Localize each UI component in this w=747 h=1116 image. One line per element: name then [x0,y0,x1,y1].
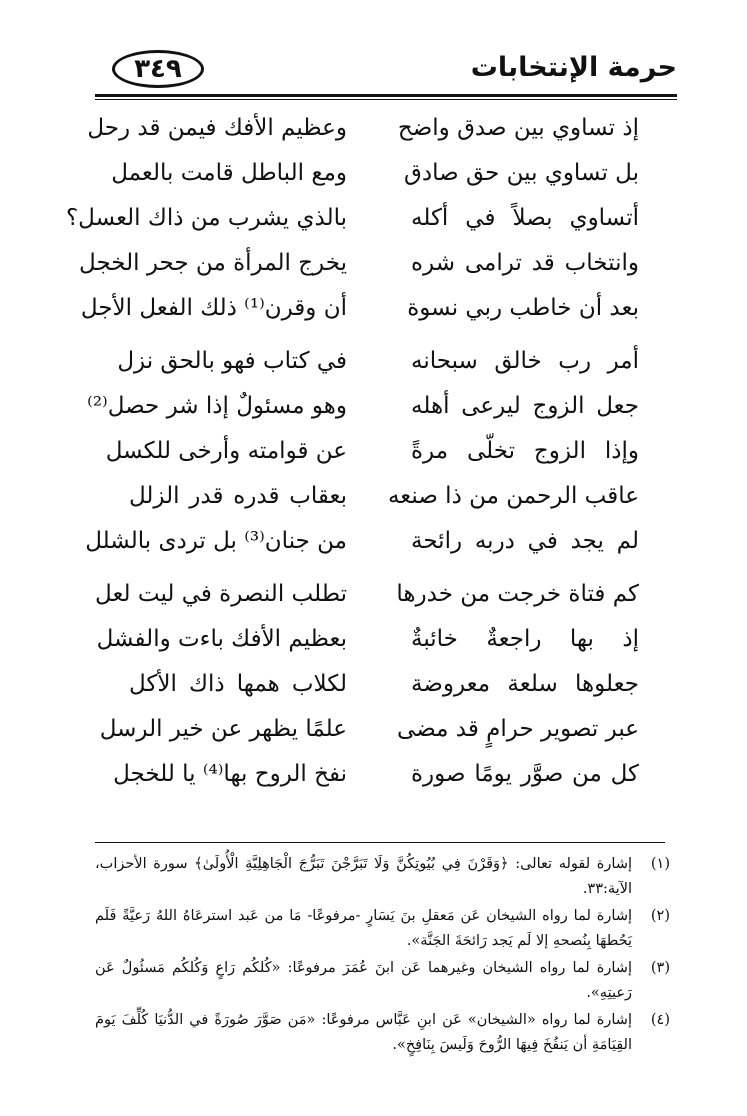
verse-first-hemistich: إذ بها راجعةٌ خائبةٌ [411,626,639,652]
stanza [0,574,747,799]
verse [0,243,747,288]
verse [0,198,747,243]
footnote-separator [95,842,665,843]
verse-first-hemistich: كم فتاة خرجت من خدرها [396,581,639,607]
verse [0,153,747,198]
verse-first-hemistich: بل تساوي بين حق صادق [404,160,639,186]
verse-second-hemistich: بعظيم الأفك باءت والفشل [96,626,347,652]
verse-first-hemistich: عاقب الرحمن من ذا صنعه [387,483,639,509]
verse-first-hemistich: كل من صوَّر يومًا صورة [411,761,639,787]
verse [0,431,747,476]
footnote-number: (٢) [650,908,670,924]
footnote-text: إشارة لما رواه الشيخان وغيرهما عَن ابنَ عُمَرَ مرفوعًا: «كُلكُم رَاعٍ وَكُلكُم مَسئُولٌ عَن رَعيتِهِ». [95,960,632,1001]
verse-first-hemistich: بعد أن خاطب ربي نسوة [407,295,639,321]
verse-second-hemistich: بعقاب قدره قدر الزلل [129,483,347,509]
poem [0,108,747,807]
footnote-number: (١) [650,856,670,872]
footnote-text: إشارة لما رواه «الشيخان» عَن ابنِ عَبَّاس مرفوعًا: «مَن صَوَّرَ صُورَةً في الدُّنيَا كُلِّفَ يَومَ القِيَامَةِ أن يَنفُخَ فِيهَا الرُّوحَ وَلَيسَ بِنَافِخٍ». [95,1012,632,1053]
verse-second-hemistich: من جنان⁽³⁾ بل تردى بالشلل [85,528,347,554]
page-header [0,50,747,100]
verse [0,108,747,153]
verse-second-hemistich: ومع الباطل قامت بالعمل [111,160,347,186]
verse-first-hemistich: جعل الزوج ليرعى أهله [411,393,639,419]
verse [0,341,747,386]
stanza [0,341,747,566]
footnote-number: (٣) [650,960,670,976]
verse-second-hemistich: عن قوامته وأرخى للكسل [105,438,347,464]
footnote-text: إشارة لقوله تعالى: ﴿وَقَرْنَ فِي بُيُوتِكُنَّ وَلَا تَبَرَّجْنَ تَبَرُّجَ الْجَاهِلِيَّةِ الْأُولَىٰ﴾ سورة الأحزاب، الآية:٣٣. [95,856,632,897]
verse-first-hemistich: وإذا الزوج تخلّى مرةً [411,438,639,464]
verse [0,619,747,664]
verse [0,476,747,521]
verse [0,521,747,566]
footnote [95,852,670,902]
verse [0,709,747,754]
footnote [95,956,670,1006]
verse-first-hemistich: لم يجد في دربه رائحة [411,528,639,554]
verse-second-hemistich: لكلاب همها ذاك الأكل [129,671,347,697]
footnote [95,1008,670,1058]
verse [0,386,747,431]
verse-first-hemistich: جعلوها سلعة معروضة [411,671,639,697]
verse-first-hemistich: إذ تساوي بين صدق واضح [397,115,639,141]
footnotes [95,852,670,1060]
verse-second-hemistich: تطلب النصرة في ليت لعل [95,581,347,607]
verse [0,574,747,619]
verse-second-hemistich: يخرج المرأة من جحر الخجل [79,250,347,276]
header-rule-thin [95,99,677,100]
verse-second-hemistich: أن وقرن⁽¹⁾ ذلك الفعل الأجل [80,295,347,321]
footnote-text: إشارة لما رواه الشيخان عَن مَعقلِ بنَ يَسَارٍ -مرفوعًا- مَا من عَبد استرعَاهُ اللهُ رَعيَّةً فَلَم يَحُطهَا بِنُصحهِ إلا لَم يَجد رَائحَةَ الجَنَّة». [95,908,632,949]
verse-second-hemistich: وعظيم الأفك فيمن قد رحل [87,115,347,141]
stanza [0,108,747,333]
verse-second-hemistich: بالذي يشرب من ذاك العسل؟ [65,205,347,231]
verse-first-hemistich: عبر تصوير حرامٍ قد مضى [397,716,639,742]
verse [0,288,747,333]
verse-first-hemistich: أمر رب خالق سبحانه [411,348,639,374]
page-number: ٣٤٩ [112,50,204,88]
verse-second-hemistich: وهو مسئولٌ إذا شر حصل⁽²⁾ [87,393,347,419]
verse [0,664,747,709]
verse-first-hemistich: أتساوي بصلاً في أكله [411,205,639,231]
verse-first-hemistich: وانتخاب قد ترامى شره [411,250,639,276]
verse-second-hemistich: نفخ الروح بها⁽⁴⁾ يا للخجل [113,761,347,787]
header-rule [95,94,677,97]
footnote-number: (٤) [650,1012,670,1028]
verse-second-hemistich: علمًا يظهر عن خير الرسل [99,716,347,742]
verse [0,754,747,799]
verse-second-hemistich: في كتاب فهو بالحق نزل [117,348,347,374]
running-title: حرمة الإنتخابات [470,52,677,83]
footnote [95,904,670,954]
